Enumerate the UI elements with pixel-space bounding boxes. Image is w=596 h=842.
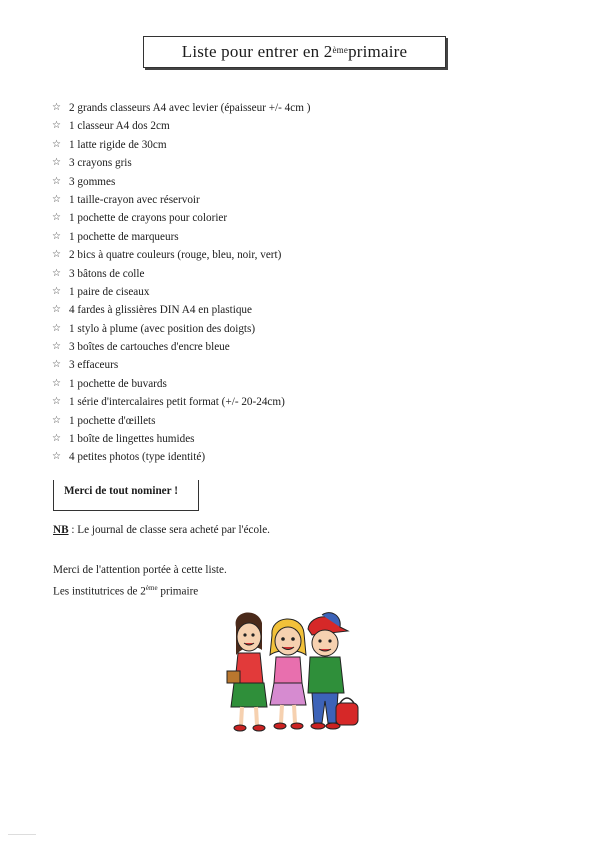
star-outline-icon: ☆: [52, 230, 61, 242]
list-item-text: 1 série d'intercalaires petit format (+/- 20-24cm): [69, 396, 285, 409]
star-outline-icon: ☆: [52, 138, 61, 150]
star-outline-icon: ☆: [52, 414, 61, 426]
star-outline-icon: ☆: [52, 322, 61, 334]
list-item-text: 1 taille-crayon avec réservoir: [69, 193, 200, 206]
star-outline-icon: ☆: [52, 120, 61, 132]
list-item: [52, 283, 552, 301]
girl-left-figure: [227, 612, 267, 731]
list-item: [52, 191, 552, 209]
signature-superscript: ème: [145, 584, 158, 592]
list-item: [52, 228, 552, 246]
list-item: [52, 320, 552, 338]
list-item: [52, 430, 552, 448]
list-item-text: 1 latte rigide de 30cm: [69, 138, 167, 151]
title-text: Liste pour entrer en 2: [181, 42, 333, 61]
remark-label: Merci de tout nominer !: [64, 485, 178, 497]
star-outline-icon: ☆: [52, 267, 61, 279]
list-item-text: 3 boîtes de cartouches d'encre bleue: [69, 341, 230, 354]
star-outline-icon: ☆: [52, 175, 61, 187]
girl-middle-figure: [270, 619, 306, 729]
star-outline-icon: ☆: [52, 285, 61, 297]
list-item-text: 1 pochette de marqueurs: [69, 230, 179, 243]
closing-text: [53, 561, 227, 601]
title-end: primaire: [348, 42, 408, 61]
star-outline-icon: ☆: [52, 433, 61, 445]
list-item-text: 1 pochette d'œillets: [69, 414, 156, 427]
list-item: [52, 209, 552, 227]
page-title: [143, 36, 446, 68]
nb-text: : Le journal de classe sera acheté par l'école.: [68, 524, 270, 536]
list-item-text: 1 stylo à plume (avec position des doigts): [69, 322, 256, 335]
star-outline-icon: ☆: [52, 359, 61, 371]
list-item: [52, 246, 552, 264]
star-outline-icon: ☆: [52, 396, 61, 408]
list-item: [52, 412, 552, 430]
list-item: [52, 136, 552, 154]
list-item: [52, 448, 552, 466]
list-item: [52, 375, 552, 393]
scan-mark: [8, 834, 36, 835]
supply-list: [52, 99, 552, 467]
list-item-text: 1 classeur A4 dos 2cm: [69, 120, 170, 133]
list-item-text: 1 paire de ciseaux: [69, 285, 150, 298]
list-item-text: 3 gommes: [69, 175, 116, 188]
list-item-text: 1 pochette de buvards: [69, 377, 167, 390]
list-item: [52, 117, 552, 135]
three-schoolchildren-illustration: [222, 605, 362, 735]
star-outline-icon: ☆: [52, 341, 61, 353]
star-outline-icon: ☆: [52, 102, 61, 113]
star-outline-icon: ☆: [52, 249, 61, 261]
list-item-text: 4 fardes à glissières DIN A4 en plastique: [69, 304, 252, 317]
list-item-text: 3 crayons gris: [69, 157, 132, 170]
list-item-text: 1 pochette de crayons pour colorier: [69, 212, 228, 225]
list-item: [52, 356, 552, 374]
star-outline-icon: ☆: [52, 157, 61, 169]
list-item-text: 4 petites photos (type identité): [69, 451, 206, 464]
list-item-text: 3 bâtons de colle: [69, 267, 145, 280]
list-item-text: 2 bics à quatre couleurs (rouge, bleu, noir, vert): [69, 249, 282, 262]
list-item: [52, 338, 552, 356]
signature-end: primaire: [157, 585, 199, 598]
list-item: [52, 99, 552, 117]
list-item: [52, 173, 552, 191]
list-item: [52, 265, 552, 283]
star-outline-icon: ☆: [52, 377, 61, 389]
list-item-text: 3 effaceurs: [69, 359, 119, 372]
list-item: [52, 393, 552, 411]
nb-note: [53, 524, 270, 536]
remark-box: [53, 480, 199, 511]
list-item-text: 2 grands classeurs A4 avec levier (épaisseur +/- 4cm ): [69, 102, 311, 114]
star-outline-icon: ☆: [52, 451, 61, 463]
title-superscript: ème: [332, 45, 349, 55]
star-outline-icon: ☆: [52, 304, 61, 316]
signature-start: Les institutrices de 2: [53, 585, 146, 598]
boy-right-figure: [308, 613, 358, 729]
signature-line: [53, 579, 227, 601]
list-item: [52, 154, 552, 172]
star-outline-icon: ☆: [52, 212, 61, 224]
thanks-line: Merci de l'attention portée à cette liste.: [53, 564, 227, 576]
nb-label: NB: [53, 524, 69, 536]
star-outline-icon: ☆: [52, 193, 61, 205]
list-item-text: 1 boîte de lingettes humides: [69, 433, 195, 446]
list-item: [52, 301, 552, 319]
